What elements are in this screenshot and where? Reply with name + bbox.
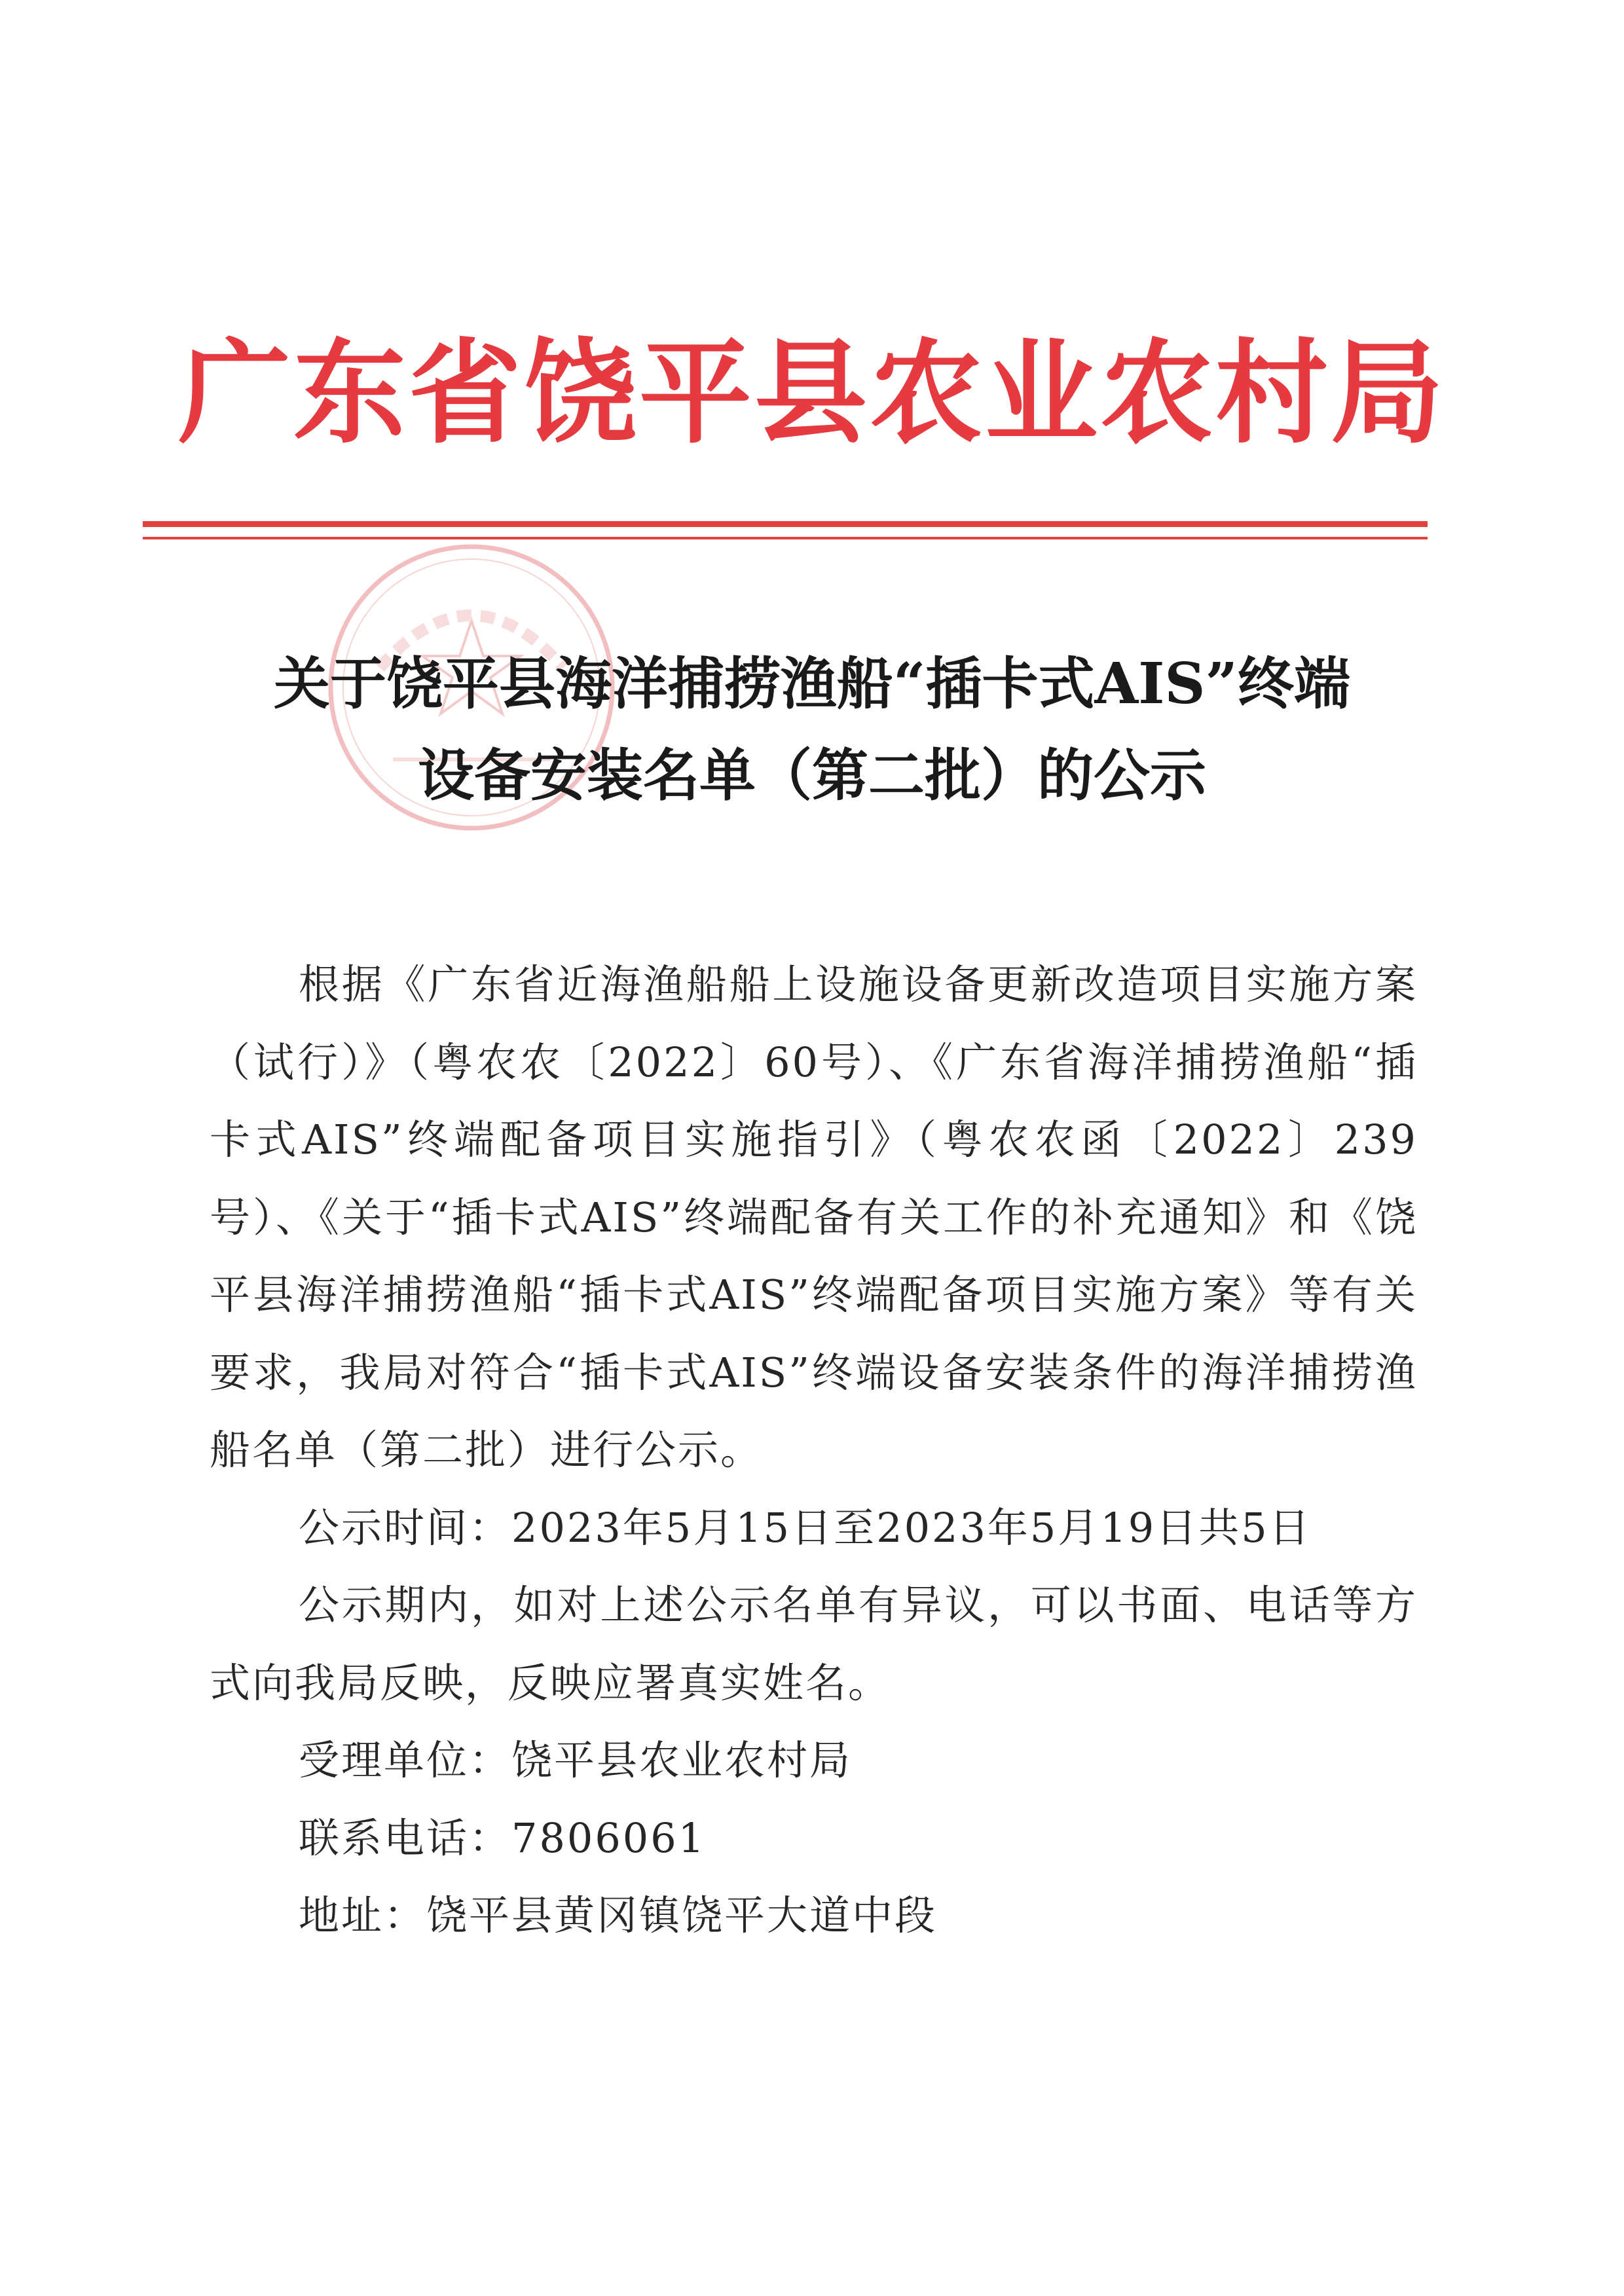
body-paragraph-objection: 公示期内，如对上述公示名单有异议，可以书面、电话等方式向我局反映，反映应署真实姓名。 xyxy=(210,1581,1418,1707)
header-divider-thick xyxy=(143,521,1428,527)
notice-title xyxy=(0,638,1624,822)
body-paragraph-address: 地址：饶平县黄冈镇饶平大道中段 xyxy=(299,1891,938,1939)
notice-title-line-2: 设备安装名单（第二批）的公示 xyxy=(418,742,1206,809)
body-paragraph-basis: 根据《广东省近海渔船船上设施设备更新改造项目实施方案（试行）》（粤农农〔2022〕60号）、《广东省海洋捕捞渔船“插卡式AIS”终端配备项目实施指引》（粤农农函〔2022〕239号）、《关于“插卡式AIS”终端配备有关工作的补充通知》和《饶平县海洋捕捞渔船“插卡式AIS”终端配备项目实施方案》等有关要求，我局对符合“插卡式AIS”终端设备安装条件的海洋捕捞渔船名单（第二批）进行公示。 xyxy=(210,960,1418,1474)
notice-body xyxy=(210,946,1418,1955)
issuing-authority-header: 广东省饶平县农业农村局 xyxy=(178,326,1446,459)
body-paragraph-phone: 联系电话：7806061 xyxy=(299,1813,707,1862)
body-paragraph-period: 公示时间：2023年5月15日至2023年5月19日共5日 xyxy=(299,1503,1312,1552)
body-paragraph-office: 受理单位：饶平县农业农村局 xyxy=(299,1736,853,1784)
notice-title-line-1: 关于饶平县海洋捕捞渔船“插卡式AIS”终端 xyxy=(274,651,1350,717)
